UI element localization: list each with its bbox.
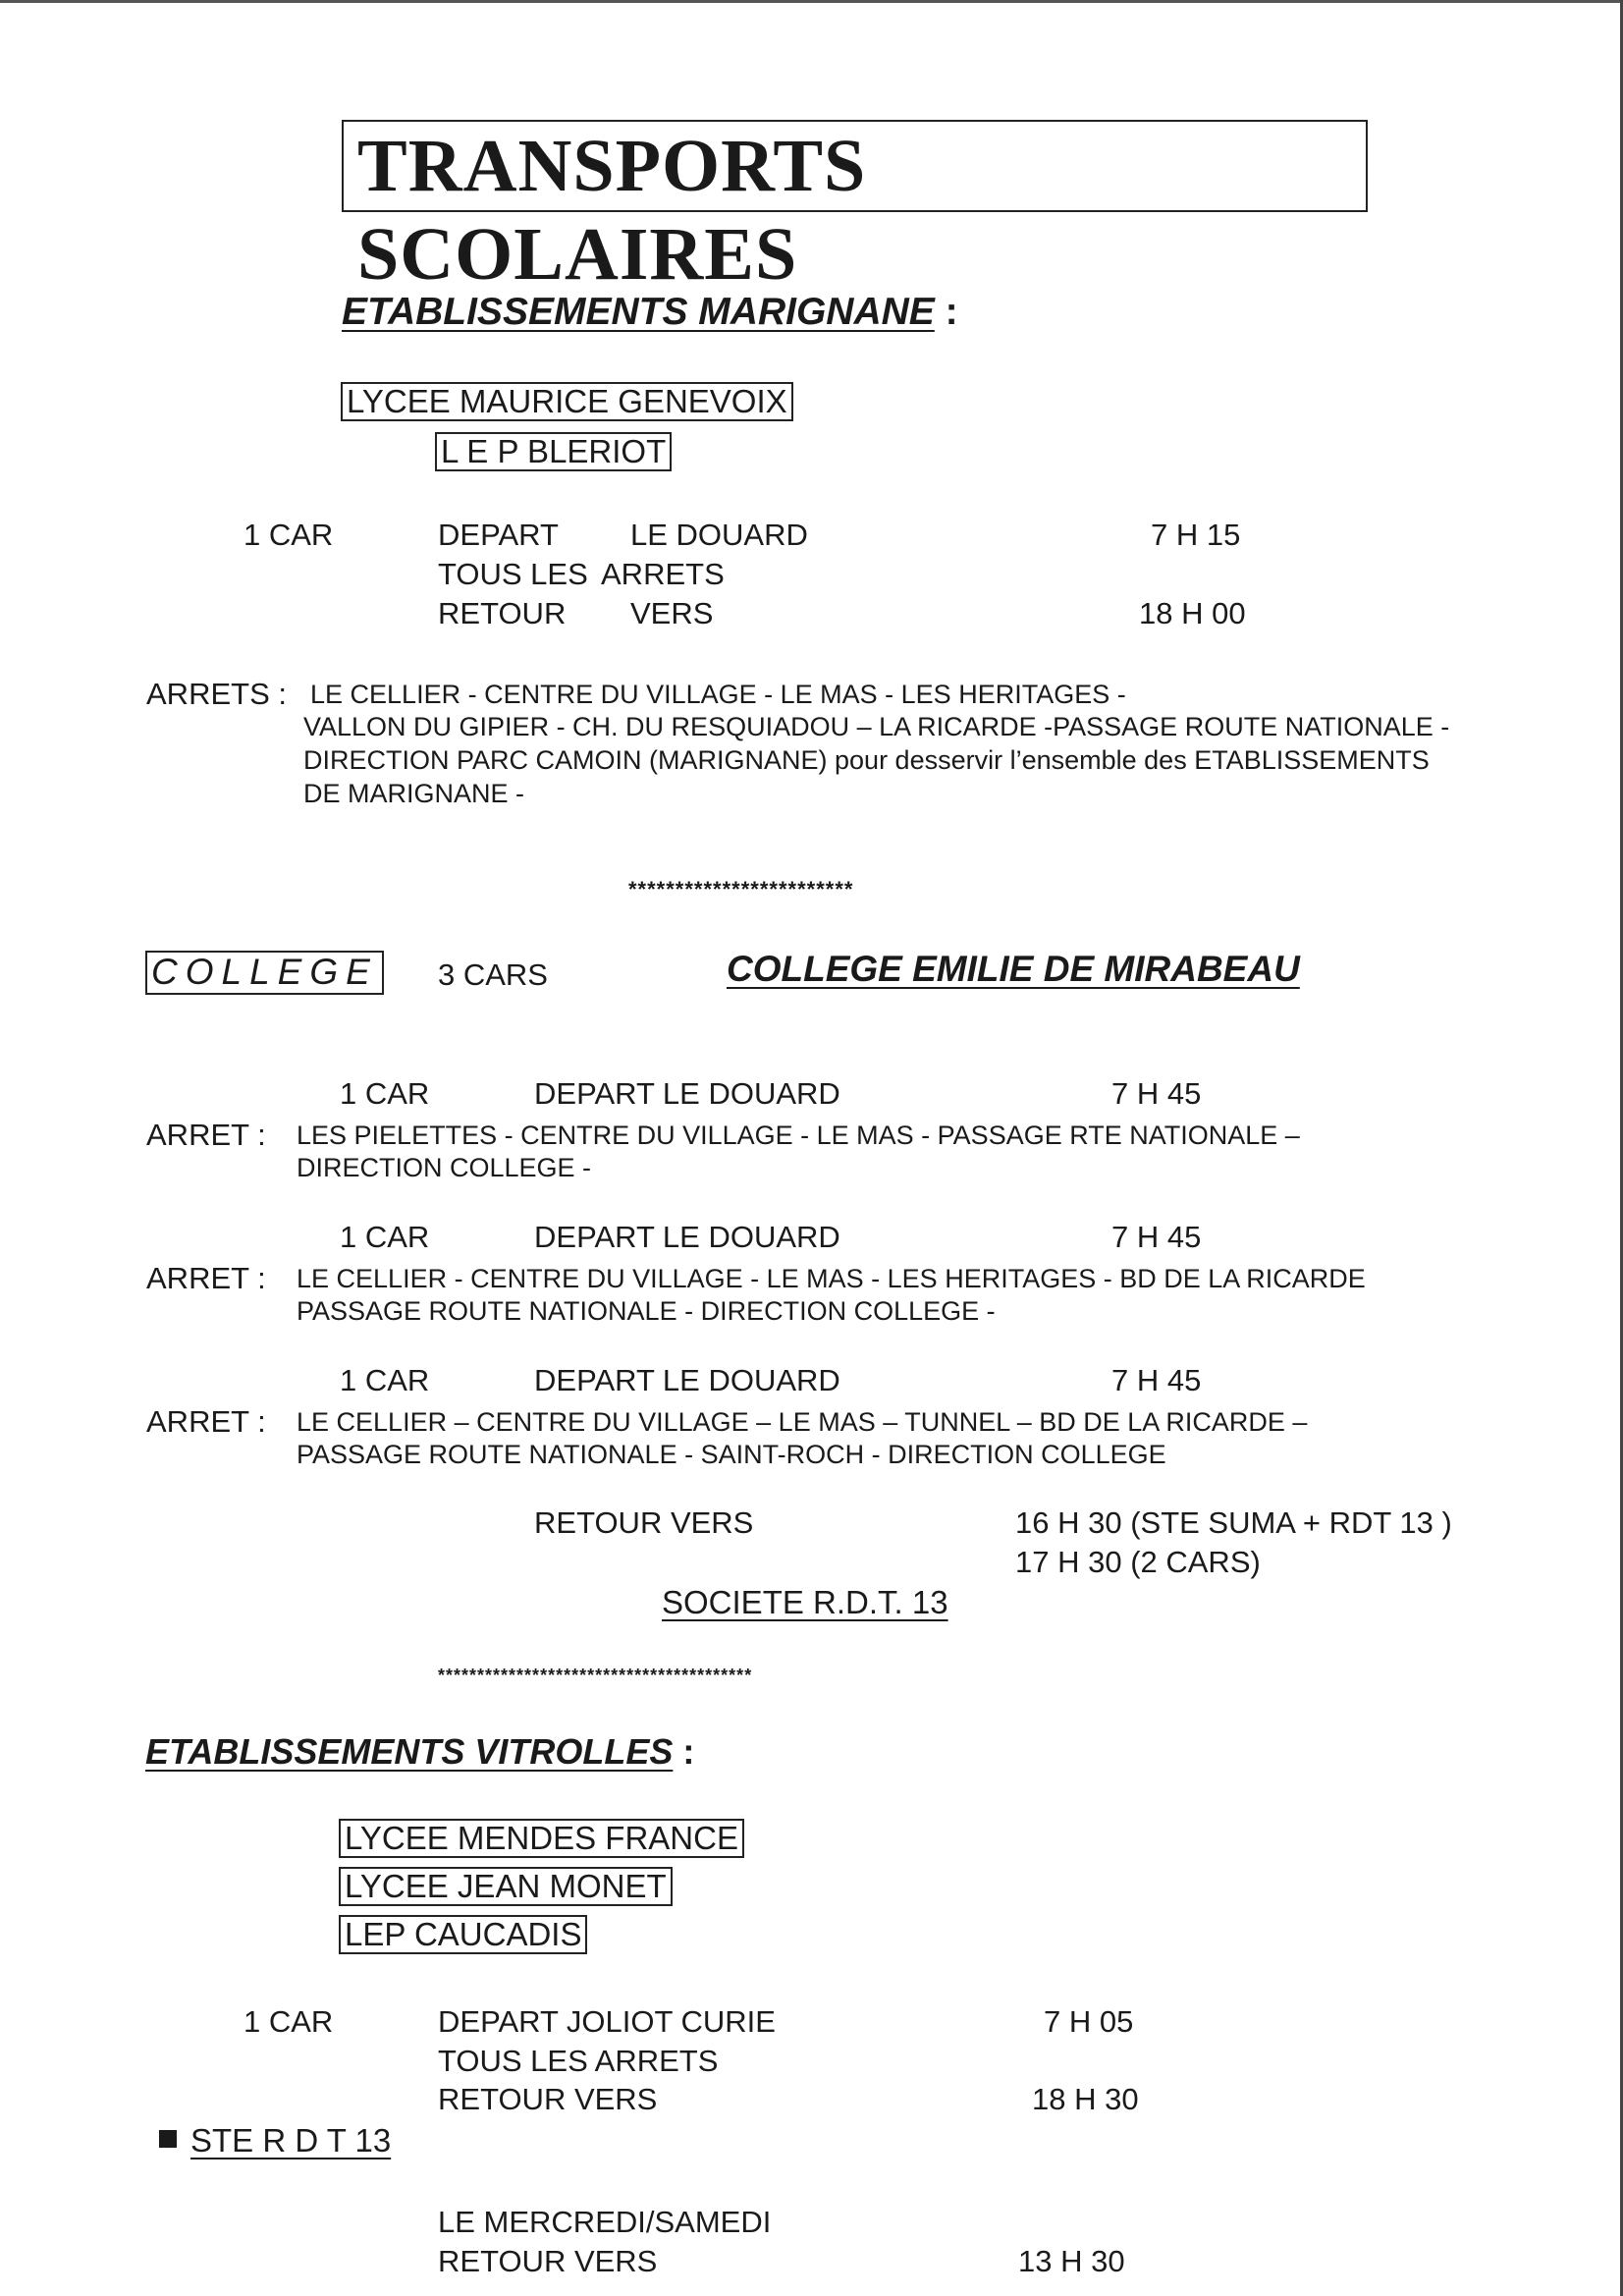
trip-arret-label: ARRET : [146, 1118, 266, 1152]
trip-car: 1 CAR [340, 1076, 430, 1111]
trip-car: 1 CAR [340, 1363, 430, 1397]
school-box-mendes-france: LYCEE MENDES FRANCE [339, 1819, 744, 1858]
page-title [342, 120, 1368, 296]
mercredi-label: LE MERCREDI/SAMEDI [438, 2205, 772, 2239]
separator-stars: ************************ [628, 877, 854, 902]
college-name: COLLEGE EMILIE DE MIRABEAU [727, 949, 1300, 989]
marignane-arrets-line: VALLON DU GIPIER - CH. DU RESQUIADOU – LA RICARDE -PASSAGE ROUTE NATIONALE - [303, 712, 1450, 741]
marignane-arrets-line: DE MARIGNANE - [303, 779, 525, 808]
marignane-arrets-label: ARRETS : [146, 677, 287, 711]
marignane-car-count: 1 CAR [243, 518, 334, 552]
school-box-genevoix: LYCEE MAURICE GENEVOIX [341, 382, 793, 421]
college-retour-time: 16 H 30 (STE SUMA + RDT 13 ) [1015, 1505, 1452, 1540]
marignane-row-label: TOUS LES [438, 557, 588, 591]
page-top-border [0, 0, 1623, 3]
college-retour-label: RETOUR VERS [534, 1505, 754, 1540]
societe-rdt: SOCIETE R.D.T. 13 [662, 1584, 948, 1620]
trip-depart: DEPART LE DOUARD [534, 1076, 840, 1111]
marignane-row-label: RETOUR [438, 596, 567, 630]
title-word-2: SCOLAIRES [357, 213, 798, 296]
trip-arret-line: LE CELLIER – CENTRE DU VILLAGE – LE MAS – TUNNEL – BD DE LA RICARDE – [297, 1407, 1308, 1437]
school-box-caucadis: LEP CAUCADIS [339, 1915, 587, 1954]
trip-depart: DEPART LE DOUARD [534, 1220, 840, 1254]
trip-time: 7 H 45 [1111, 1076, 1202, 1111]
marignane-row-time: 18 H 00 [1139, 596, 1246, 630]
vitrolles-row-label: TOUS LES ARRETS [438, 2044, 719, 2078]
trip-arret-label: ARRET : [146, 1261, 266, 1295]
square-bullet-icon [159, 2130, 177, 2148]
vitrolles-row-label: DEPART JOLIOT CURIE [438, 2004, 776, 2039]
college-cars: 3 CARS [438, 957, 548, 992]
vitrolles-row-time: 7 H 05 [1044, 2004, 1134, 2039]
school-box-jean-monet: LYCEE JEAN MONET [339, 1867, 673, 1906]
mercredi-retour-time: 13 H 30 [1018, 2244, 1125, 2278]
marignane-row-place: ARRETS [601, 557, 725, 591]
vitrolles-car-count: 1 CAR [243, 2004, 334, 2039]
vitrolles-heading-colon: : [682, 1731, 695, 1772]
marignane-row-label: DEPART [438, 518, 559, 552]
vitrolles-row-label: RETOUR VERS [438, 2082, 658, 2116]
marignane-row-place: LE DOUARD [630, 518, 808, 552]
college-retour-time: 17 H 30 (2 CARS) [1015, 1545, 1261, 1579]
vitrolles-heading [145, 1731, 694, 1773]
trip-arret-line: DIRECTION COLLEGE - [297, 1153, 592, 1182]
school-box-bleriot: L E P BLERIOT [435, 432, 672, 471]
marignane-row-time: 7 H 15 [1151, 518, 1241, 552]
vitrolles-heading-text: ETABLISSEMENTS VITROLLES [145, 1731, 674, 1772]
mercredi-retour-label: RETOUR VERS [438, 2244, 658, 2278]
trip-arret-line: LE CELLIER - CENTRE DU VILLAGE - LE MAS - LES HERITAGES - BD DE LA RICARDE [297, 1264, 1366, 1293]
marignane-heading-text: ETABLISSEMENTS MARIGNANE [342, 291, 935, 333]
trip-time: 7 H 45 [1111, 1220, 1202, 1254]
trip-arret-label: ARRET : [146, 1404, 266, 1439]
vitrolles-row-time: 18 H 30 [1032, 2082, 1139, 2116]
trip-time: 7 H 45 [1111, 1363, 1202, 1397]
separator-stars: **************************************** [438, 1666, 753, 1685]
trip-arret-line: PASSAGE ROUTE NATIONALE - DIRECTION COLLEGE - [297, 1296, 996, 1326]
marignane-heading [342, 291, 958, 334]
marignane-arrets-line: LE CELLIER - CENTRE DU VILLAGE - LE MAS - LES HERITAGES - [310, 680, 1126, 709]
ste-rdt-line [159, 2122, 391, 2159]
ste-rdt-text: STE R D T 13 [190, 2122, 392, 2159]
title-word-1: TRANSPORTS [357, 125, 867, 207]
trip-depart: DEPART LE DOUARD [534, 1363, 840, 1397]
marignane-row-place: VERS [630, 596, 714, 630]
trip-arret-line: PASSAGE ROUTE NATIONALE - SAINT-ROCH - DIRECTION COLLEGE [297, 1440, 1166, 1469]
marignane-arrets-line: DIRECTION PARC CAMOIN (MARIGNANE) pour desservir l’ensemble des ETABLISSEMENTS [303, 745, 1430, 775]
college-box: COLLEGE [145, 951, 384, 995]
trip-arret-line: LES PIELETTES - CENTRE DU VILLAGE - LE MAS - PASSAGE RTE NATIONALE – [297, 1121, 1300, 1150]
marignane-heading-colon: : [945, 291, 958, 333]
trip-car: 1 CAR [340, 1220, 430, 1254]
